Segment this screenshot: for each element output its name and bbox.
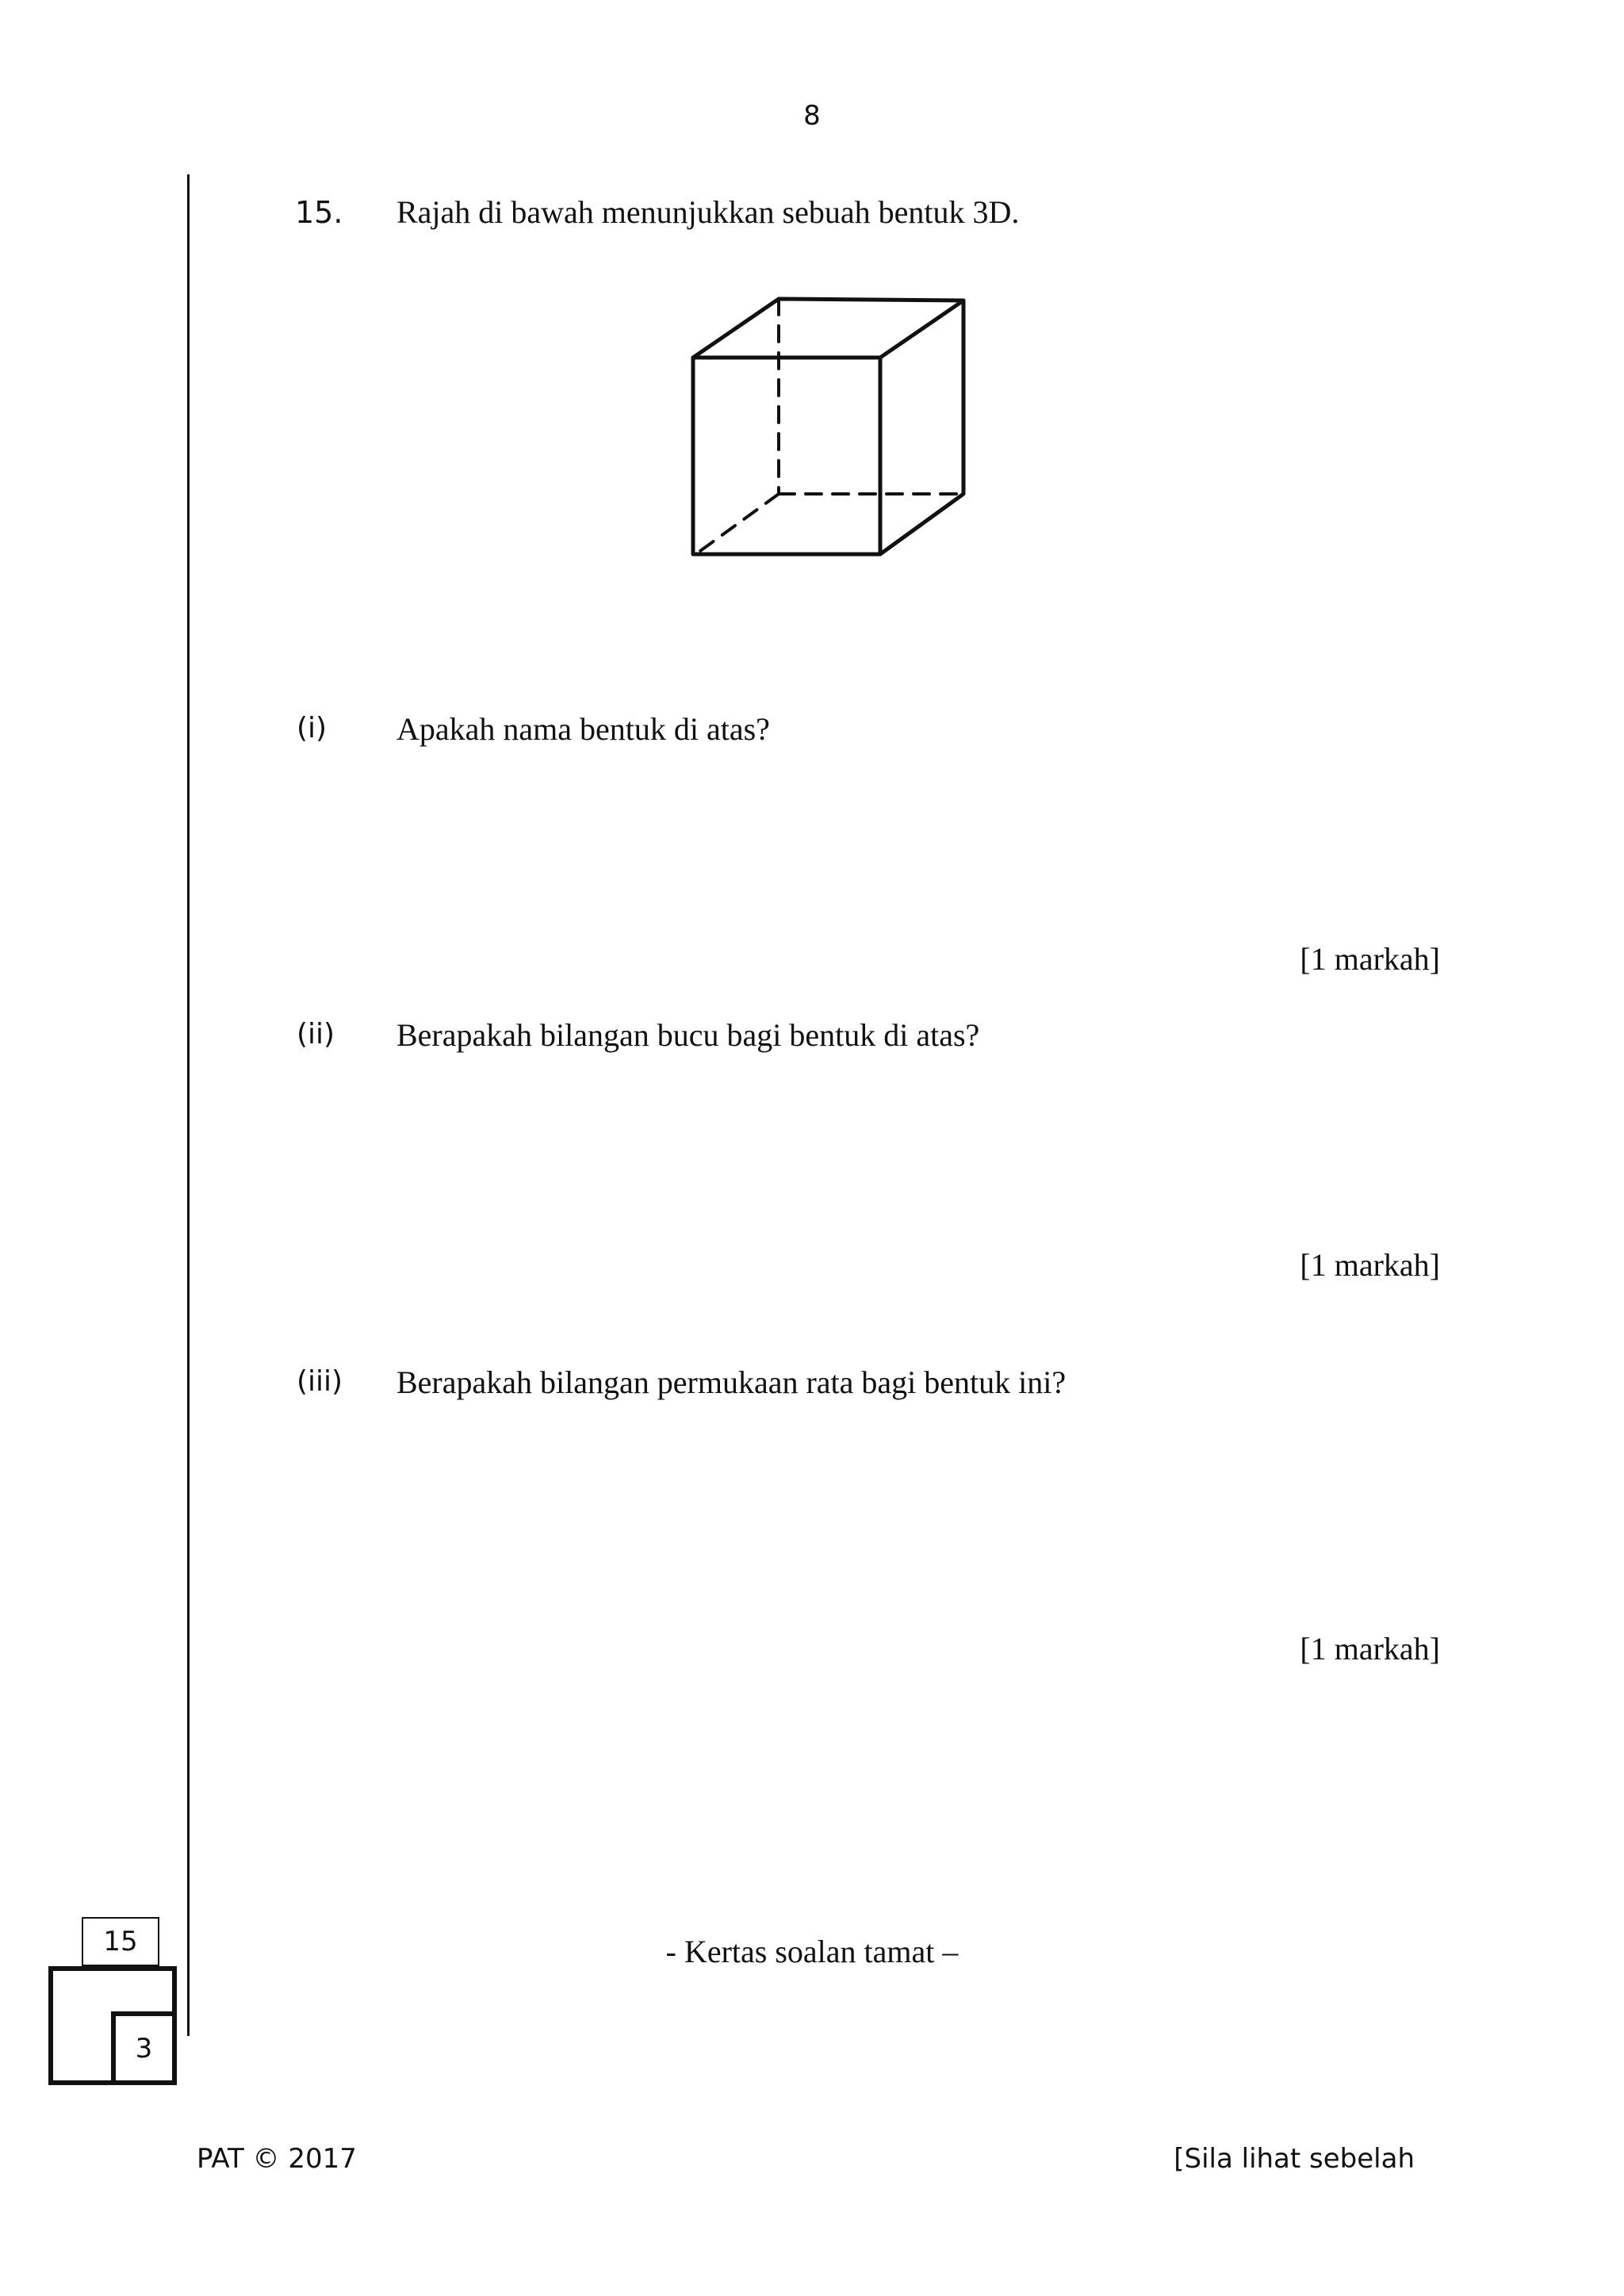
part-label-iii: (iii) <box>297 1365 343 1398</box>
cube-diagram <box>682 289 975 568</box>
top-face <box>693 299 963 358</box>
right-face <box>880 300 963 554</box>
marks-part-ii: [1 markah] <box>1300 1247 1440 1283</box>
question-stem: Rajah di bawah menunjukkan sebuah bentuk 3D. <box>396 194 1020 230</box>
score-box-question-number: 15 <box>82 1917 159 1966</box>
part-text-i: Apakah nama bentuk di atas? <box>396 711 770 747</box>
footer-copyright: PAT © 2017 <box>197 2143 357 2175</box>
margin-line <box>187 174 190 2036</box>
part-label-i: (i) <box>297 712 327 744</box>
part-text-iii: Berapakah bilangan permukaan rata bagi bentuk ini? <box>396 1364 1067 1400</box>
page-number: 8 <box>803 100 821 132</box>
hidden-edge-left-bottom <box>695 494 779 555</box>
front-face <box>693 358 880 554</box>
score-box-marks: 3 <box>111 2011 177 2085</box>
marks-part-i: [1 markah] <box>1300 941 1440 977</box>
footer-turn-page: [Sila lihat sebelah <box>1174 2143 1415 2175</box>
marks-part-iii: [1 markah] <box>1300 1631 1440 1667</box>
part-text-ii: Berapakah bilangan bucu bagi bentuk di atas? <box>396 1017 980 1053</box>
question-number: 15. <box>295 195 343 230</box>
end-of-paper-text: - Kertas soalan tamat – <box>665 1934 959 1969</box>
part-label-ii: (ii) <box>297 1018 335 1050</box>
